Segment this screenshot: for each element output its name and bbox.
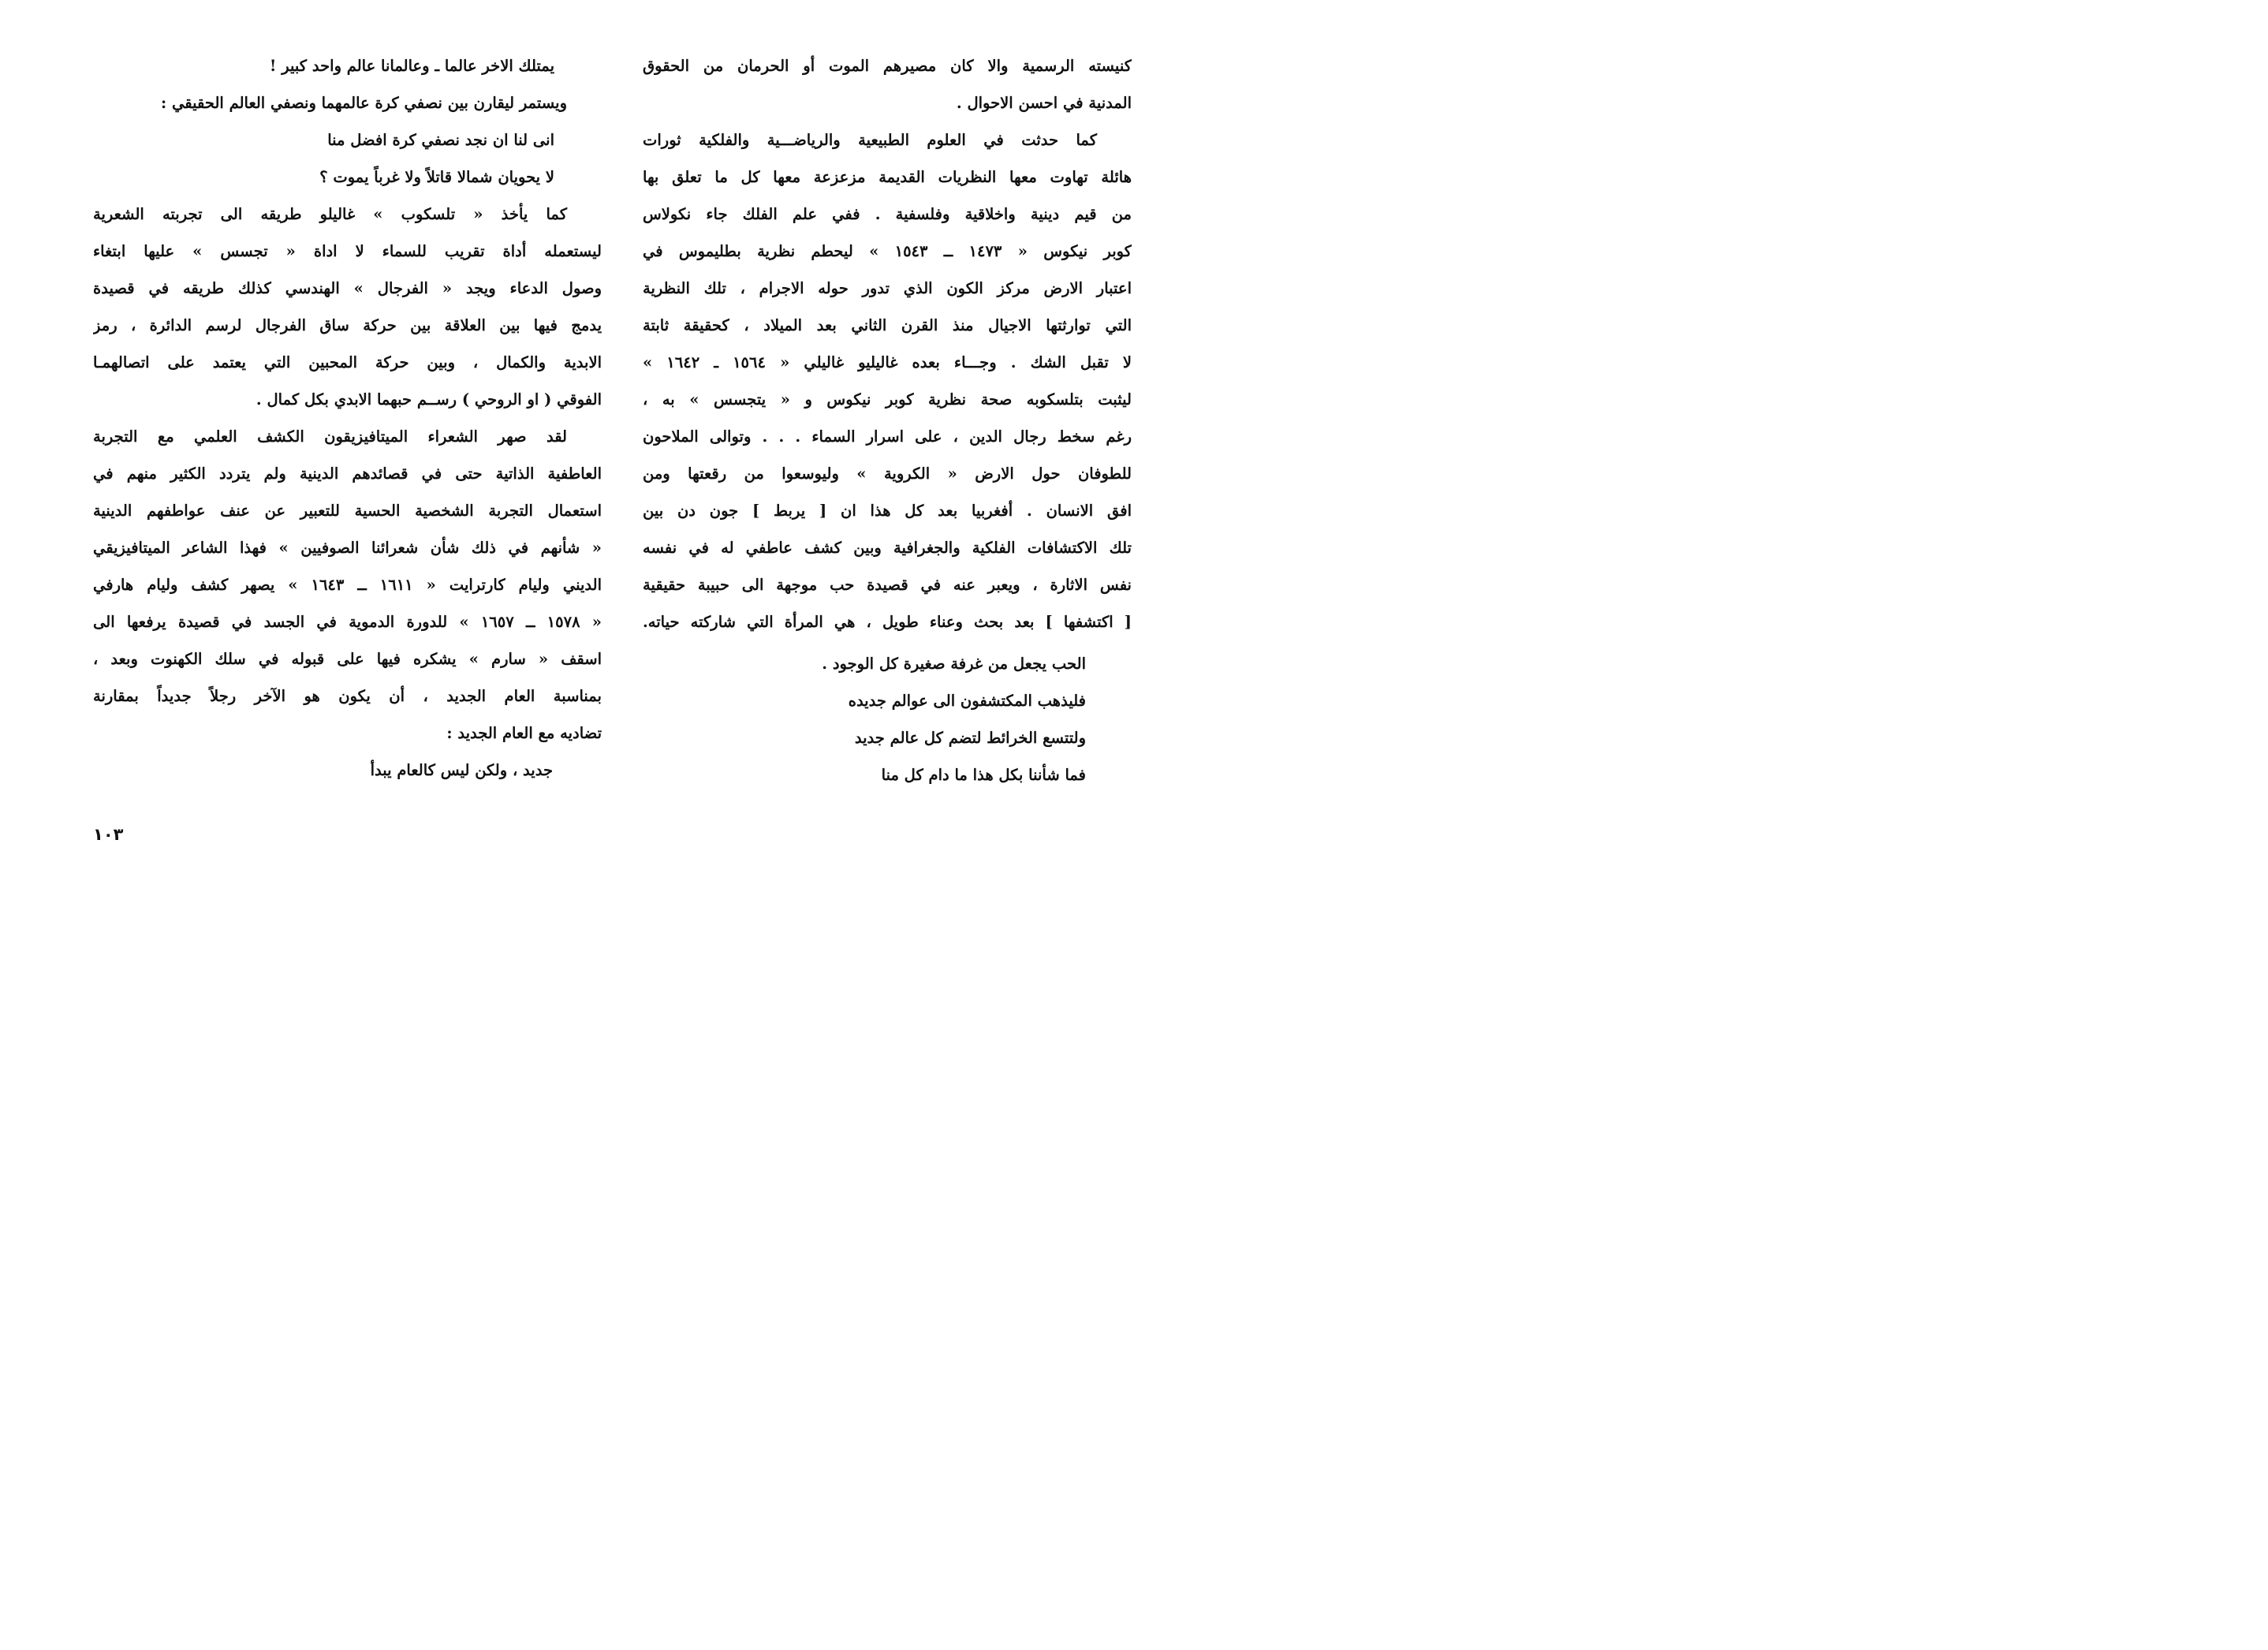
verse-line: يمتلك الاخر عالما ـ وعالمانا عالم واحد كبير !	[269, 57, 554, 75]
verse-line: ولتتسع الخرائط لتضم كل عالم جديد	[854, 729, 1086, 747]
text-line: « شأنهم في ذلك شأن شعرائنا الصوفيين » فهذا الشاعر الميتافيزيقي	[93, 539, 602, 557]
text-line: « ١٥٧٨ ــ ١٦٥٧ » للدورة الدموية في الجسد في قصيدة يرفعها الى	[93, 613, 602, 631]
verse-line: فليذهب المكتشفون الى عوالم جديده	[848, 692, 1086, 710]
text-line: للطوفان حول الارض « الكروية » وليوسعوا من رقعتها ومن	[643, 465, 1132, 483]
text-line: كما يأخذ « تلسكوب » غاليلو طريقه الى تجربته الشعرية	[93, 205, 567, 223]
text-line: نفس الاثارة ، ويعبر عنه في قصيدة حب موجهة الى حبيبة حقيقية	[643, 576, 1132, 594]
text-line: كنيسته الرسمية والا كان مصيرهم الموت أو الحرمان من الحقوق	[643, 57, 1132, 75]
text-line: بمناسبة العام الجديد ، أن يكون هو الآخر رجلاً جديداً بمقارنة	[93, 687, 602, 705]
verse-line: جديد ، ولكن ليس كالعام يبدأ	[370, 761, 553, 779]
book-page	[0, 0, 1230, 895]
text-line: ويستمر ليقارن بين نصفي كرة عالمهما ونصفي العالم الحقيقي :	[161, 94, 567, 112]
text-line: تلك الاكتشافات الفلكية والجغرافية وبين كشف عاطفي له في نفسه	[643, 539, 1132, 557]
text-line: الابدية والكمال ، وبين حركة المحبين التي يعتمد على اتصالهمـا	[93, 353, 602, 371]
text-line: يدمج فيها بين العلاقة بين حركة ساق الفرجال لرسم الدائرة ، رمز	[93, 316, 602, 334]
page-number: ١٠٣	[93, 825, 124, 844]
text-line: ليستعمله أداة تقريب للسماء لا اداة « تجسس » عليها ابتغاء	[93, 242, 602, 260]
text-line: [ اكتشفها ] بعد بحث وعناء طويل ، هي المرأة التي شاركته حياته.	[643, 613, 1132, 631]
text-line: استعمال التجربة الشخصية الحسية للتعبير عن عنف عواطفهم الدينية	[93, 502, 602, 520]
text-line: رغم سخط رجال الدين ، على اسرار السماء . . . وتوالى الملاحون	[643, 427, 1132, 446]
verse-line: الحب يجعل من غرفة صغيرة كل الوجود .	[822, 655, 1086, 673]
verse-line: لا يحويان شمالا قاتلاً ولا غرباً يموت ؟	[319, 168, 554, 186]
text-line: افق الانسان . أفغربيا بعد كل هذا ان [ يربط ] جون دن بين	[643, 502, 1132, 520]
text-line: من قيم دينية واخلاقية وفلسفية . ففي علم الفلك جاء نكولاس	[643, 205, 1132, 223]
text-line: اسقف « سارم » يشكره فيها على قبوله في سلك الكهنوت وبعد ،	[93, 650, 602, 668]
verse-line: فما شأننا بكل هذا ما دام كل منا	[881, 766, 1086, 784]
text-line: هائلة تهاوت معها النظريات القديمة مزعزعة معها كل ما تعلق بها	[643, 168, 1132, 186]
right-column	[643, 47, 1132, 793]
text-line: وصول الدعاء ويجد « الفرجال » الهندسي كذلك طريقه في قصيدة	[93, 279, 602, 297]
text-line: الديني وليام كارترايت « ١٦١١ ــ ١٦٤٣ » يصهر كشف وليام هارفي	[93, 576, 602, 594]
text-line: لا تقبل الشك . وجـــاء بعده غاليليو غاليلي « ١٥٦٤ ـ ١٦٤٢ »	[643, 353, 1132, 371]
text-line: اعتبار الارض مركز الكون الذي تدور حوله الاجرام ، تلك النظرية	[643, 279, 1132, 297]
text-line: كوبر نيكوس « ١٤٧٣ ــ ١٥٤٣ » ليحطم نظرية بطليموس في	[643, 242, 1132, 260]
text-line: الفوقي ( او الروحي ) رســم حبهما الابدي بكل كمال .	[256, 390, 602, 409]
poem-block	[643, 645, 1132, 793]
left-column	[93, 47, 602, 789]
text-line: ليثبت بتلسكوبه صحة نظرية كوبر نيكوس و « يتجسس » به ،	[643, 390, 1132, 409]
text-line: العاطفية الذاتية حتى في قصائدهم الدينية ولم يتردد الكثير منهم في	[93, 465, 602, 483]
verse-line: انى لنا ان نجد نصفي كرة افضل منا	[327, 131, 554, 149]
text-line: كما حدثت في العلوم الطبيعية والرياضـــية والفلكية ثورات	[643, 131, 1097, 149]
text-line: تضاديه مع العام الجديد :	[446, 724, 602, 742]
text-line: المدنية في احسن الاحوال .	[956, 94, 1132, 112]
text-line: لقد صهر الشعراء الميتافيزيقون الكشف العلمي مع التجربة	[93, 427, 567, 446]
text-line: التي توارثتها الاجيال منذ القرن الثاني بعد الميلاد ، كحقيقة ثابتة	[643, 316, 1132, 334]
